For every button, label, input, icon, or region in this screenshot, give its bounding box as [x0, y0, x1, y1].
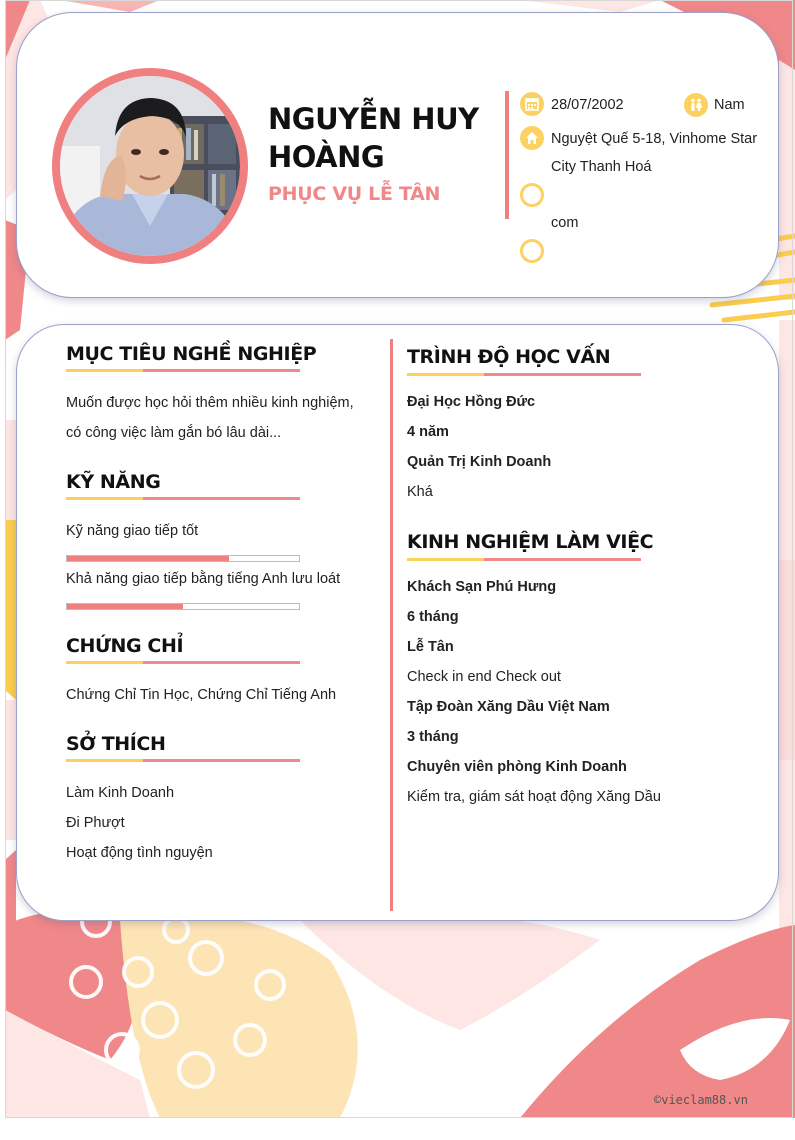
- hobby-item: Hoạt động tình nguyện: [66, 845, 213, 861]
- education-grade: Khá: [407, 484, 433, 500]
- job-title: PHỤC VỤ LỄ TÂN: [268, 183, 441, 205]
- education-heading: TRÌNH ĐỘ HỌC VẤN: [407, 346, 611, 368]
- address-line-2: City Thanh Hoá: [551, 159, 652, 175]
- hobby-item: Đi Phượt: [66, 815, 125, 831]
- skills-underline: [66, 497, 300, 500]
- education-major: Quản Trị Kinh Doanh: [407, 454, 552, 470]
- skills-heading: KỸ NĂNG: [66, 471, 161, 493]
- email-icon: [520, 183, 544, 207]
- address-line-1: Nguyệt Quế 5-18, Vinhome Star: [551, 131, 758, 147]
- hobby-item: Làm Kinh Doanh: [66, 785, 175, 801]
- job-description: Check in end Check out: [407, 669, 561, 685]
- objective-line-1: Muốn được học hỏi thêm nhiều kinh nghiệm,: [66, 395, 354, 411]
- experience-heading: KINH NGHIỆM LÀM VIỆC: [407, 531, 654, 553]
- skill-label: Khả năng giao tiếp bằng tiếng Anh lưu loát: [66, 571, 341, 587]
- birthdate: 28/07/2002: [551, 97, 624, 113]
- gender-icon: [684, 93, 708, 117]
- phone-icon: [520, 239, 544, 263]
- skill-bar-fill: [67, 604, 183, 609]
- job-duration: 6 tháng: [407, 609, 459, 625]
- certificates-text: Chứng Chỉ Tin Học, Chứng Chỉ Tiếng Anh: [66, 687, 337, 703]
- job-description: Kiểm tra, giám sát hoạt động Xăng Dầu: [407, 789, 661, 805]
- calendar-icon: [520, 92, 544, 116]
- gender: Nam: [714, 97, 745, 113]
- experience-underline: [407, 558, 641, 561]
- avatar: [52, 68, 248, 264]
- objective-line-2: có công việc làm gắn bó lâu dài...: [66, 425, 282, 441]
- education-school: Đại Học Hồng Đức: [407, 394, 536, 410]
- job-position: Chuyên viên phòng Kinh Doanh: [407, 759, 627, 775]
- education-underline: [407, 373, 641, 376]
- home-icon: [520, 126, 544, 150]
- content-card: [16, 324, 779, 921]
- objective-heading: MỤC TIÊU NGHỀ NGHIỆP: [66, 343, 317, 365]
- full-name: NGUYỄN HUY HOÀNG: [268, 102, 479, 174]
- objective-underline: [66, 369, 300, 372]
- hobbies-heading: SỞ THÍCH: [66, 733, 166, 755]
- education-duration: 4 năm: [407, 424, 449, 440]
- hobbies-underline: [66, 759, 300, 762]
- skill-bar: [66, 603, 300, 610]
- job-duration: 3 tháng: [407, 729, 459, 745]
- watermark: ©vieclam88.vn: [654, 1093, 748, 1107]
- skill-bar-fill: [67, 556, 229, 561]
- job-company: Khách Sạn Phú Hưng: [407, 579, 557, 595]
- certificates-underline: [66, 661, 300, 664]
- email-fragment: com: [551, 215, 579, 231]
- contact-divider: [505, 91, 509, 219]
- job-position: Lễ Tân: [407, 639, 454, 655]
- skill-bar: [66, 555, 300, 562]
- avatar-photo: [60, 76, 240, 256]
- skill-label: Kỹ năng giao tiếp tốt: [66, 523, 199, 539]
- certificates-heading: CHỨNG CHỈ: [66, 635, 184, 657]
- job-company: Tập Đoàn Xăng Dầu Việt Nam: [407, 699, 610, 715]
- column-divider: [390, 339, 393, 911]
